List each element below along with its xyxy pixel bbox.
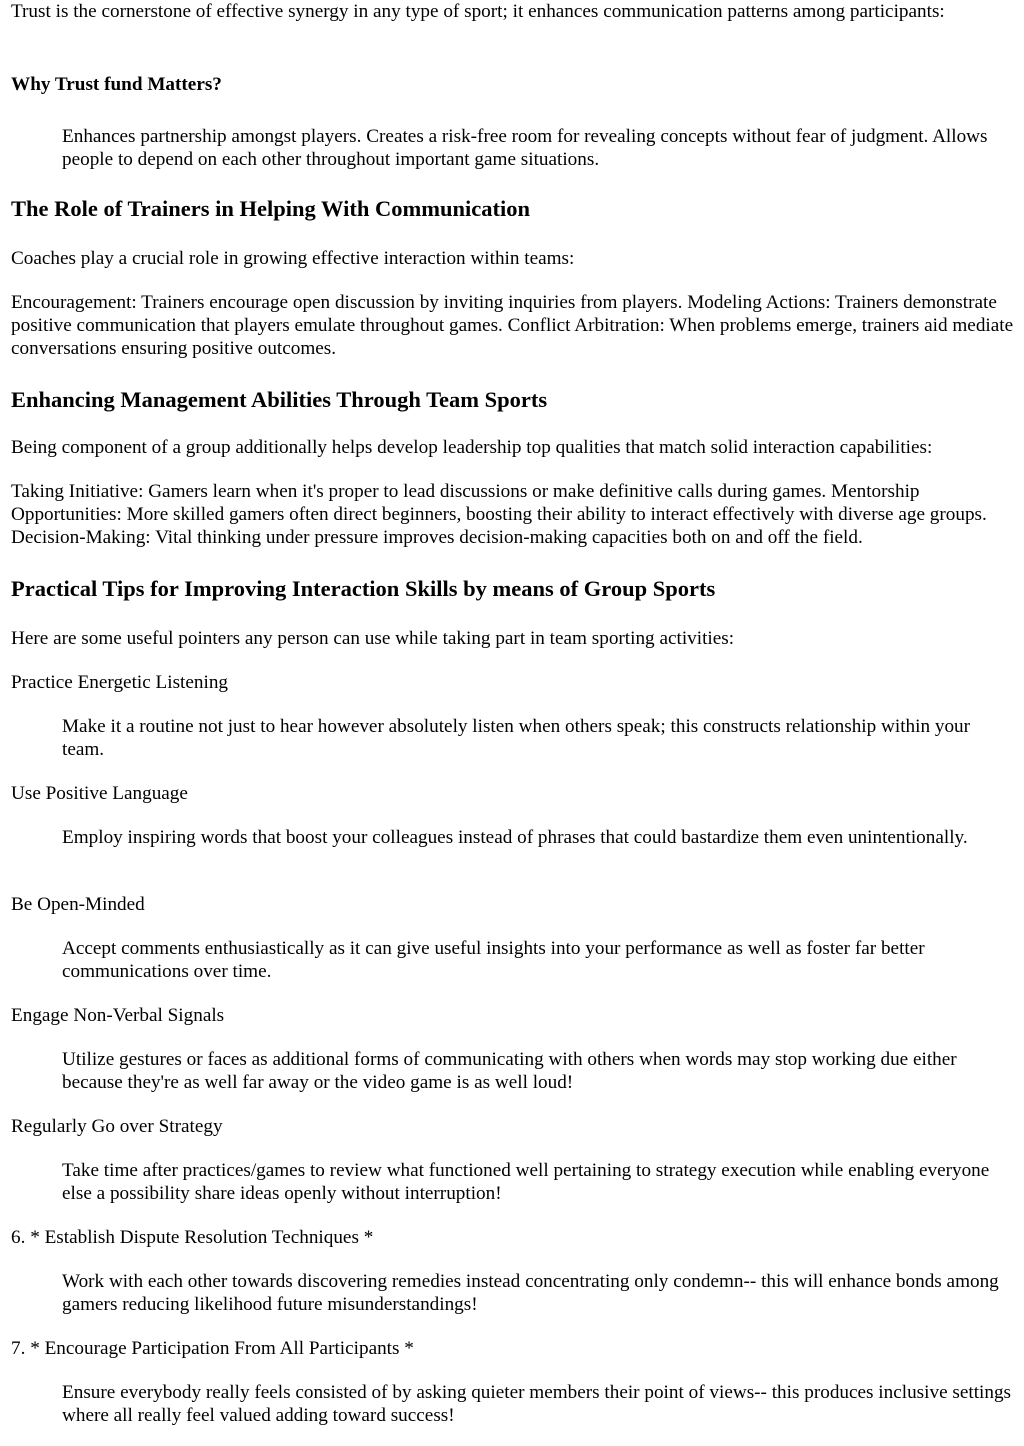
tip-text: Make it a routine not just to hear however absolutely listen when others speak; this constructs relationship within your team. bbox=[62, 716, 971, 760]
tips-intro: Here are some useful pointers any person can use while taking part in team sporting activities: bbox=[11, 628, 735, 649]
tip-title: Use Positive Language bbox=[11, 783, 188, 804]
trust-text: Enhances partnership amongst players. Creates a risk-free room for revealing concepts without fear of judgment. Allows people to depend on each other throughout important game situations. bbox=[62, 126, 988, 170]
tip-text: Ensure everybody really feels consisted of by asking quieter members their point of views-- this produces inclusive settings where all really feel valued adding toward success! bbox=[62, 1382, 1012, 1426]
tips-heading: Practical Tips for Improving Interaction Skills by means of Group Sports bbox=[11, 576, 716, 601]
tip-text: Accept comments enthusiastically as it can give useful insights into your performance as well as foster far better communications over time. bbox=[62, 938, 925, 982]
management-heading: Enhancing Management Abilities Through Team Sports bbox=[11, 387, 548, 412]
tip-text: Take time after practices/games to review what functioned well pertaining to strategy execution while enabling everyone else a possibility share ideas openly without interruption! bbox=[62, 1160, 990, 1204]
tip-text: Employ inspiring words that boost your colleagues instead of phrases that could bastardize them even unintentionally. bbox=[62, 827, 968, 848]
trainers-text: Encouragement: Trainers encourage open discussion by inviting inquiries from players. Modeling Actions: Trainers demonstrate positive communication that players emulate throughout games. Conflict Arbitration: When problems emerge, trainers aid mediate conversations ensuring positive outcomes. bbox=[11, 292, 1014, 359]
management-intro: Being component of a group additionally helps develop leadership top qualities that match solid interaction capabilities: bbox=[11, 437, 933, 458]
trainers-heading: The Role of Trainers in Helping With Communication bbox=[11, 196, 531, 221]
tip-title: 6. * Establish Dispute Resolution Techniques * bbox=[11, 1227, 374, 1248]
tip-title: Be Open-Minded bbox=[11, 894, 145, 915]
tip-text: Work with each other towards discovering remedies instead concentrating only condemn-- this will enhance bonds among gamers reducing likelihood future misunderstandings! bbox=[62, 1271, 999, 1315]
tip-title: Engage Non-Verbal Signals bbox=[11, 1005, 225, 1026]
intro-paragraph: Trust is the cornerstone of effective synergy in any type of sport; it enhances communication patterns among participants: bbox=[11, 1, 945, 22]
trainers-intro: Coaches play a crucial role in growing effective interaction within teams: bbox=[11, 248, 575, 269]
trust-heading: Why Trust fund Matters? bbox=[11, 74, 222, 95]
tip-title: Practice Energetic Listening bbox=[11, 672, 229, 693]
tip-title: Regularly Go over Strategy bbox=[11, 1116, 223, 1137]
tip-title: 7. * Encourage Participation From All Participants * bbox=[11, 1338, 414, 1359]
tip-text: Utilize gestures or faces as additional forms of communicating with others when words may stop working due either because they're as well far away or the video game is as well loud! bbox=[62, 1049, 957, 1093]
management-text: Taking Initiative: Gamers learn when it's proper to lead discussions or make definitive calls during games. Mentorship Opportunities: More skilled gamers often direct beginners, boosting their ability to interact effectively with diverse age groups. Decision-Making: Vital thinking under pressure improves decision-making capacities both on and off the field. bbox=[11, 481, 987, 548]
